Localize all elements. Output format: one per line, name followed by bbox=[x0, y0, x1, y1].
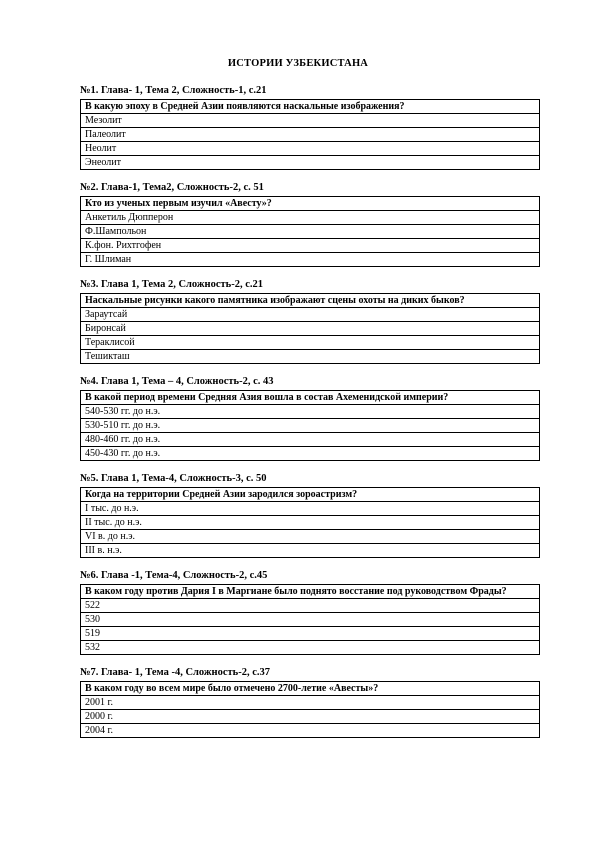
question-header: №4. Глава 1, Тема – 4, Сложность-2, с. 43 bbox=[80, 376, 274, 387]
answer-option-row bbox=[81, 447, 540, 461]
answer-option-row bbox=[81, 599, 540, 613]
question-block bbox=[80, 375, 540, 461]
question-header: №7. Глава- 1, Тема -4, Сложность-2, с.37 bbox=[80, 667, 270, 678]
question-row bbox=[81, 100, 540, 114]
question-row bbox=[81, 391, 540, 405]
answer-option: III в. н.э. bbox=[81, 544, 540, 558]
question-row bbox=[81, 197, 540, 211]
answer-option-row bbox=[81, 225, 540, 239]
question-block bbox=[80, 569, 540, 655]
question-block bbox=[80, 278, 540, 364]
answer-option: К.фон. Рихтгофен bbox=[81, 239, 540, 253]
answer-option-row bbox=[81, 253, 540, 267]
question-header: №2. Глава-1, Тема2, Сложность-2, с. 51 bbox=[80, 182, 264, 193]
answer-option: Тешикташ bbox=[81, 350, 540, 364]
question-header: №5. Глава 1, Тема-4, Сложность-3, с. 50 bbox=[80, 473, 267, 484]
answer-option: 532 bbox=[81, 641, 540, 655]
answer-option-row bbox=[81, 724, 540, 738]
answer-option: Мезолит bbox=[81, 114, 540, 128]
answer-option: 522 bbox=[81, 599, 540, 613]
question-table bbox=[80, 681, 540, 738]
question-text: В каком году против Дария I в Маргиане было поднято восстание под руководством Фрады? bbox=[81, 585, 540, 599]
question-text: Когда на территории Средней Азии зародился зороастризм? bbox=[81, 488, 540, 502]
answer-option-row bbox=[81, 239, 540, 253]
question-text: В какой период времени Средняя Азия вошла в состав Ахеменидской империи? bbox=[81, 391, 540, 405]
answer-option: 480-460 гг. до н.э. bbox=[81, 433, 540, 447]
answer-option-row bbox=[81, 419, 540, 433]
answer-option-row bbox=[81, 322, 540, 336]
answer-option: Палеолит bbox=[81, 128, 540, 142]
question-header: №1. Глава- 1, Тема 2, Сложность-1, с.21 bbox=[80, 85, 267, 96]
question-table bbox=[80, 99, 540, 170]
answer-option: Зараутсай bbox=[81, 308, 540, 322]
question-block bbox=[80, 181, 540, 267]
answer-option-row bbox=[81, 516, 540, 530]
question-block bbox=[80, 666, 540, 738]
answer-option-row bbox=[81, 502, 540, 516]
answer-option: I тыс. до н.э. bbox=[81, 502, 540, 516]
answer-option: 2001 г. bbox=[81, 696, 540, 710]
question-text: Кто из ученых первым изучил «Авесту»? bbox=[81, 197, 540, 211]
question-table bbox=[80, 584, 540, 655]
answer-option-row bbox=[81, 627, 540, 641]
question-block bbox=[80, 84, 540, 170]
answer-option-row bbox=[81, 710, 540, 724]
answer-option: 519 bbox=[81, 627, 540, 641]
answer-option-row bbox=[81, 613, 540, 627]
question-text: В каком году во всем мире было отмечено 2700-летие «Авесты»? bbox=[81, 682, 540, 696]
answer-option: 540-530 гг. до н.э. bbox=[81, 405, 540, 419]
question-table bbox=[80, 196, 540, 267]
answer-option-row bbox=[81, 308, 540, 322]
question-header: №6. Глава -1, Тема-4, Сложность-2, с.45 bbox=[80, 570, 268, 581]
answer-option-row bbox=[81, 156, 540, 170]
answer-option-row bbox=[81, 530, 540, 544]
answer-option: Биронсай bbox=[81, 322, 540, 336]
answer-option-row bbox=[81, 405, 540, 419]
answer-option: Неолит bbox=[81, 142, 540, 156]
question-block bbox=[80, 472, 540, 558]
answer-option: 2000 г. bbox=[81, 710, 540, 724]
answer-option-row bbox=[81, 350, 540, 364]
question-row bbox=[81, 488, 540, 502]
answer-option-row bbox=[81, 641, 540, 655]
answer-option: 530 bbox=[81, 613, 540, 627]
answer-option-row bbox=[81, 142, 540, 156]
answer-option: 530-510 гг. до н.э. bbox=[81, 419, 540, 433]
answer-option-row bbox=[81, 696, 540, 710]
answer-option-row bbox=[81, 128, 540, 142]
question-text: В какую эпоху в Средней Азии появляются наскальные изображения? bbox=[81, 100, 540, 114]
question-list bbox=[80, 84, 540, 749]
answer-option: VI в. до н.э. bbox=[81, 530, 540, 544]
answer-option-row bbox=[81, 544, 540, 558]
question-header: №3. Глава 1, Тема 2, Сложность-2, с.21 bbox=[80, 279, 263, 290]
question-text: Наскальные рисунки какого памятника изображают сцены охоты на диких быков? bbox=[81, 294, 540, 308]
answer-option: Энеолит bbox=[81, 156, 540, 170]
answer-option: Тераклисой bbox=[81, 336, 540, 350]
answer-option: Ф.Шампольон bbox=[81, 225, 540, 239]
answer-option-row bbox=[81, 336, 540, 350]
question-row bbox=[81, 294, 540, 308]
document-title: ИСТОРИИ УЗБЕКИСТАНА bbox=[227, 58, 369, 69]
answer-option: II тыс. до н.э. bbox=[81, 516, 540, 530]
answer-option: 450-430 гг. до н.э. bbox=[81, 447, 540, 461]
question-table bbox=[80, 293, 540, 364]
answer-option: Г. Шлиман bbox=[81, 253, 540, 267]
question-table bbox=[80, 390, 540, 461]
question-row bbox=[81, 585, 540, 599]
answer-option-row bbox=[81, 114, 540, 128]
question-row bbox=[81, 682, 540, 696]
answer-option-row bbox=[81, 433, 540, 447]
answer-option-row bbox=[81, 211, 540, 225]
answer-option: Анкетиль Дюпперон bbox=[81, 211, 540, 225]
answer-option: 2004 г. bbox=[81, 724, 540, 738]
question-table bbox=[80, 487, 540, 558]
